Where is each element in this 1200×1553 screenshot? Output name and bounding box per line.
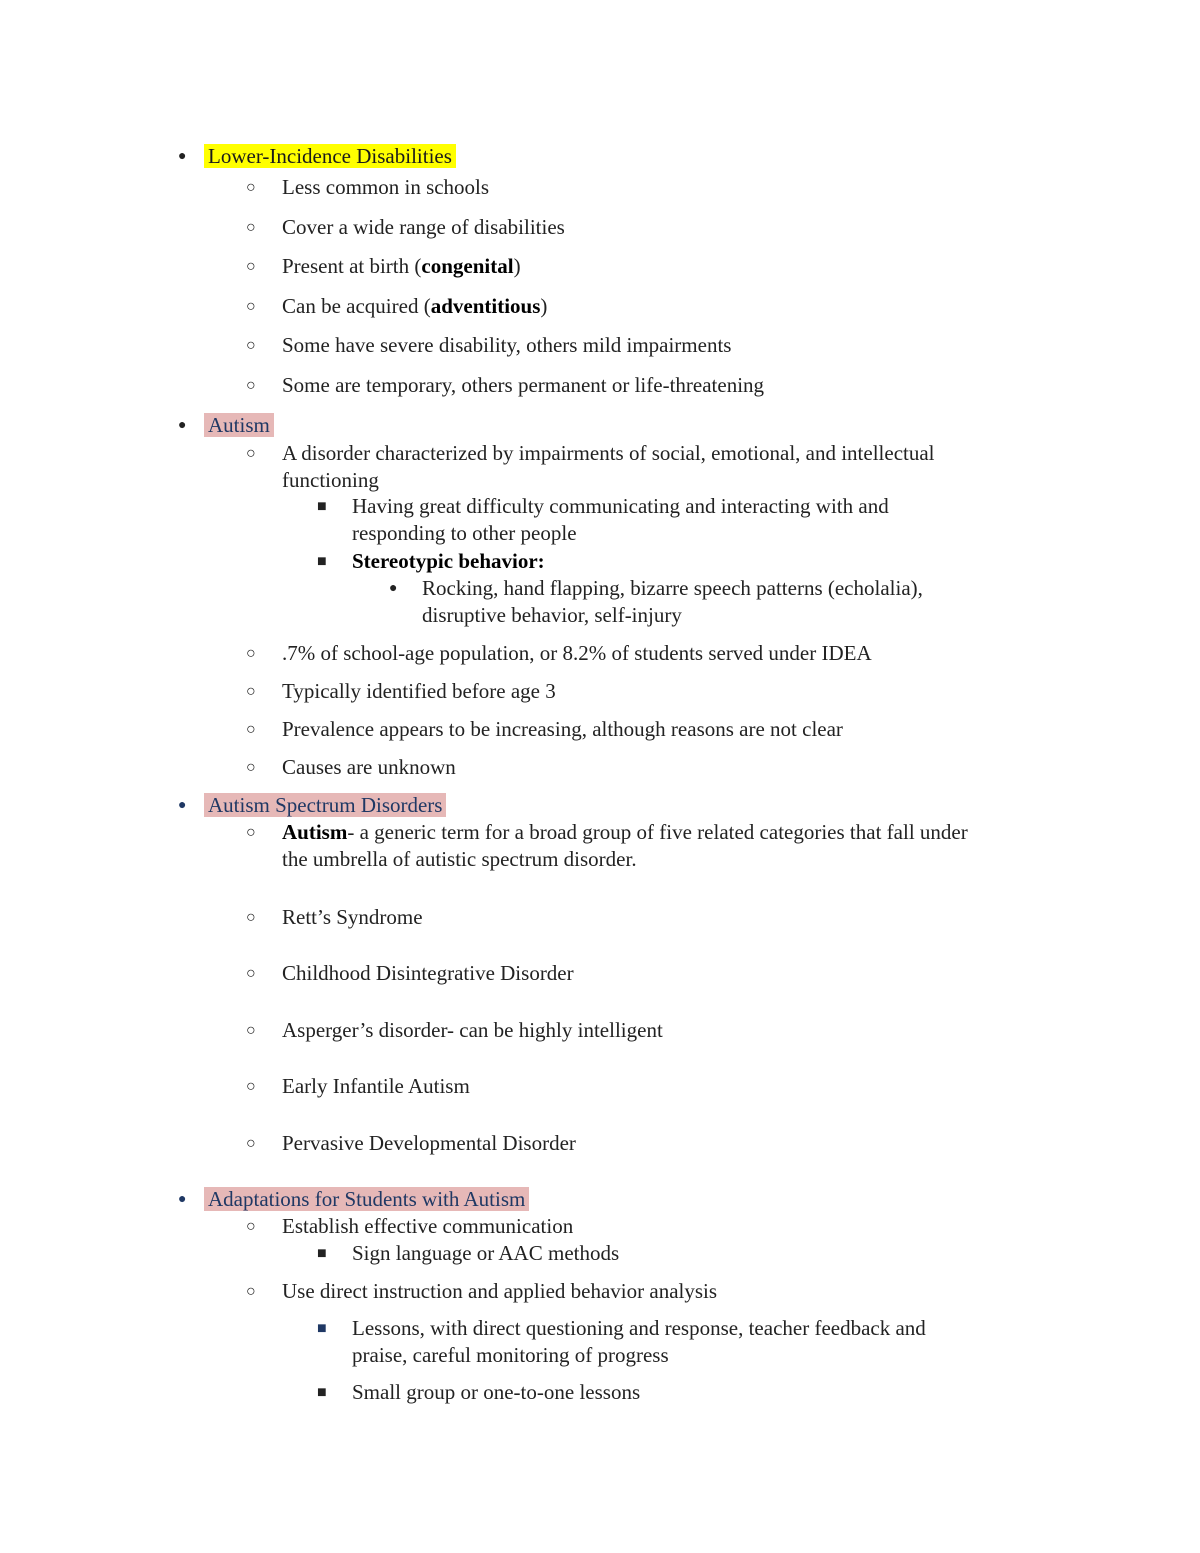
list-item: Lessons, with direct questioning and response, teacher feedback and bbox=[352, 1316, 926, 1340]
bullet-circle-icon: ○ bbox=[246, 909, 256, 926]
bullet-dot-icon: ● bbox=[389, 581, 398, 596]
list-item: Small group or one-to-one lessons bbox=[352, 1380, 641, 1404]
list-item-continuation: functioning bbox=[282, 468, 379, 492]
section-heading-adaptations: Adaptations for Students with Autism bbox=[208, 1186, 529, 1213]
list-item: Asperger’s disorder- can be highly intelligent bbox=[282, 1018, 663, 1042]
list-item-continuation: responding to other people bbox=[352, 521, 577, 545]
bullet-circle-icon: ○ bbox=[246, 445, 256, 462]
list-item: .7% of school-age population, or 8.2% of students served under IDEA bbox=[282, 641, 872, 665]
bullet-dot-icon: ● bbox=[178, 418, 187, 433]
list-item: Present at birth (congenital) bbox=[282, 254, 521, 278]
list-item: Less common in schools bbox=[282, 175, 490, 199]
list-item: Pervasive Developmental Disorder bbox=[282, 1131, 576, 1155]
bullet-circle-icon: ○ bbox=[246, 1078, 256, 1095]
section-heading-lower-incidence: Lower-Incidence Disabilities bbox=[208, 143, 456, 170]
list-item: Use direct instruction and applied behavior analysis bbox=[282, 1279, 718, 1303]
section-heading-autism: Autism bbox=[208, 412, 274, 439]
bullet-circle-icon: ○ bbox=[246, 721, 256, 738]
list-item-continuation: disruptive behavior, self-injury bbox=[422, 603, 682, 627]
bullet-dot-icon: ● bbox=[178, 798, 187, 813]
bullet-dot-icon: ● bbox=[178, 1192, 187, 1207]
bullet-circle-icon: ○ bbox=[246, 1022, 256, 1039]
bullet-circle-icon: ○ bbox=[246, 179, 256, 196]
list-item: Some have severe disability, others mild impairments bbox=[282, 333, 732, 357]
bullet-square-icon: ■ bbox=[317, 553, 327, 570]
list-item: Childhood Disintegrative Disorder bbox=[282, 961, 574, 985]
bullet-square-icon: ■ bbox=[317, 498, 327, 515]
section-heading-asd: Autism Spectrum Disorders bbox=[208, 792, 446, 819]
bullet-circle-icon: ○ bbox=[246, 298, 256, 315]
list-item: Autism- a generic term for a broad group of five related categories that fall under bbox=[282, 820, 968, 844]
bullet-circle-icon: ○ bbox=[246, 1283, 256, 1300]
bullet-circle-icon: ○ bbox=[246, 377, 256, 394]
list-item: Causes are unknown bbox=[282, 755, 456, 779]
bullet-circle-icon: ○ bbox=[246, 683, 256, 700]
list-item: Establish effective communication bbox=[282, 1214, 574, 1238]
list-item: Sign language or AAC methods bbox=[352, 1241, 620, 1265]
bullet-circle-icon: ○ bbox=[246, 824, 256, 841]
bullet-circle-icon: ○ bbox=[246, 965, 256, 982]
list-item-continuation: praise, careful monitoring of progress bbox=[352, 1343, 669, 1367]
list-item: Some are temporary, others permanent or life-threatening bbox=[282, 373, 765, 397]
bullet-dot-icon: ● bbox=[178, 149, 187, 164]
list-item: Rett’s Syndrome bbox=[282, 905, 423, 929]
list-item: Early Infantile Autism bbox=[282, 1074, 470, 1098]
bullet-circle-icon: ○ bbox=[246, 645, 256, 662]
list-item: Typically identified before age 3 bbox=[282, 679, 556, 703]
list-item: Prevalence appears to be increasing, although reasons are not clear bbox=[282, 717, 843, 741]
bullet-circle-icon: ○ bbox=[246, 1135, 256, 1152]
bullet-circle-icon: ○ bbox=[246, 337, 256, 354]
list-item: A disorder characterized by impairments of social, emotional, and intellectual bbox=[282, 441, 935, 465]
list-item: Stereotypic behavior: bbox=[352, 549, 545, 573]
list-item-continuation: the umbrella of autistic spectrum disorder. bbox=[282, 847, 637, 871]
bullet-circle-icon: ○ bbox=[246, 258, 256, 275]
list-item: Rocking, hand flapping, bizarre speech patterns (echolalia), bbox=[422, 576, 923, 600]
list-item: Can be acquired (adventitious) bbox=[282, 294, 548, 318]
bullet-square-icon: ■ bbox=[317, 1245, 327, 1262]
bullet-circle-icon: ○ bbox=[246, 219, 256, 236]
bullet-circle-icon: ○ bbox=[246, 759, 256, 776]
bullet-circle-icon: ○ bbox=[246, 1218, 256, 1235]
list-item: Cover a wide range of disabilities bbox=[282, 215, 565, 239]
bullet-square-icon: ■ bbox=[317, 1320, 327, 1337]
list-item: Having great difficulty communicating and interacting with and bbox=[352, 494, 889, 518]
bullet-square-icon: ■ bbox=[317, 1384, 327, 1401]
